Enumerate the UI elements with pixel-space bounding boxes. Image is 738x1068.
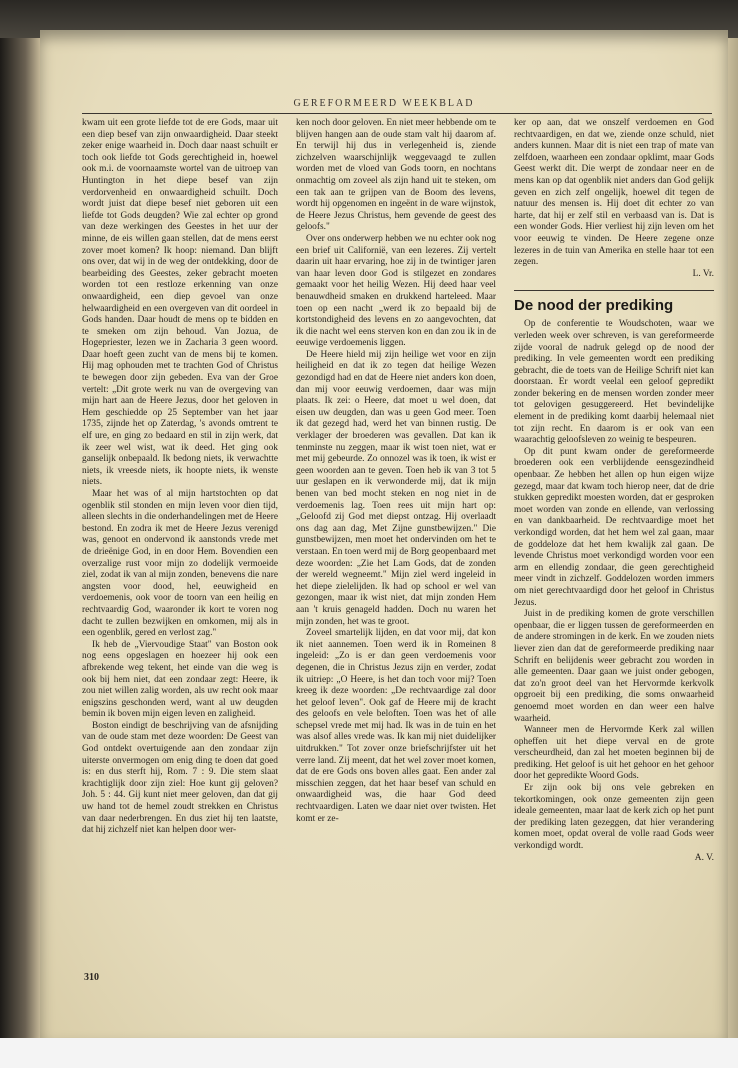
paragraph: Er zijn ook bij ons vele gebreken en tekortkomingen, ook onze gemeenten zijn geen ideale gemeenten, maar laat de kerk zich op het punt der prediking laten gezeggen, dat hier verandering komen moet, opdat overal de volle raad Gods weer verkondigd wordt. <box>514 783 714 852</box>
page-header: GEREFORMEERD WEEKBLAD <box>293 98 475 109</box>
column-3 <box>514 118 714 864</box>
paragraph: Over ons onderwerp hebben we nu echter ook nog een brief uit Californië, van een lezeres. Zij vertelt daarin uit haar ervaring, hoe zij in de twintiger jaren van haar leven door God is stilgezet en zondares gemaakt voor het heilig Wezen. Hij deed haar veel benauwdheid smaken en drukkend harteleed. Maar toen op een nacht „werd ik zo bepaald bij de kortstondigheid des levens en zo aangevochten, dat ik die nacht wel eens sterven kon en dan zou ik in de eeuwige verdoemenis liggen. <box>296 233 496 349</box>
paragraph: ken noch door geloven. En niet meer hebbende om te blijven hangen aan de oude stam valt hij daarom af. En terwijl hij dus in verlegenheid is, ziende zichzelven waarschijnlijk weggevaagd te zullen worden met de vloed van Gods toorn, en nochtans onmachtig om zoveel als zijn hand uit te steken, om een tak aan te grijpen van de Boom des levens, wordt hij opgenomen en ingeënt in de ware wijnstok, de Heere Jezus Christus, hem gevende de geest des geloofs." <box>296 118 496 233</box>
paragraph: Op de conferentie te Woudschoten, waar we verleden week over schreven, is van gereformeerde zijde vooral de nadruk gelegd op de nood der prediking. In vele gemeenten wordt een prediking gebracht, die de toets van de Heilige Schrift niet kan doorstaan. Er wordt veelal een geloof gepredikt zonder bekering en de mensen worden zonder meer tot gelovigen gesuggereerd. Het bevindelijke element in de prediking komt daarbij helemaal niet tot zijn recht. En daarom is er ook van een waarachtig geloofsleven zo weinig te bespeuren. <box>514 319 714 446</box>
scanner-bottom-margin <box>0 1038 738 1068</box>
paragraph: Ik heb de „Viervoudige Staat" van Boston ook nog eens opgeslagen en hoezeer hij ook een afbrekende weg tekent, het einde van die weg is ook bij hem niet, dat een zondaar zegt: Heere, ik zou niet willen zalig worden, als uw recht ook maar enigszins geschonden werd, want al uw deugden bemin ik boven mijn eigen leven en zaligheid. <box>82 639 278 720</box>
scanner-left-edge <box>0 38 42 1038</box>
paragraph: De Heere hield mij zijn heilige wet voor en zijn heiligheid en dat ik zo tegen dat heilige Wezen gezondigd had en dat de Heere niet anders kon doen, dan mij voor eeuwig verdoemen, daar was mijn plaats. Ik zei: o Heere, dat moet u wel doen, dat eisen uw deugden, dan was u geen God meer. Toen ik dat gezegd had, werd het van binnen rustig. De verklager der broederen was gevallen. Dat kan ik tenminste nu zeggen, maar ik wist toen niet, wat er met mij gebeurde. Zo onnozel was ik toen, ik wist er geen woorden aan te geven. Toen heb ik van 3 tot 5 uur geslapen en ik verwonderde mij, dat ik mijn benen van bed mocht steken en nog niet in de verdoemenis lag. Toen rees uit mijn hart op: „Geloofd zij God met diepst ontzag. Hij overlaadt ons dag aan dag, Met Zijne gunstbewijzen." Die gunstbewijzen, men moet het ondervinden om het te verstaan. En toen werd mij de Borg geopenbaard met deze woorden: „Zie het Lam Gods, dat de zonden der wereld wegneemt." Mijn ziel werd ingeleid in het diepe zielelijden. Ik had op school er wel van gezongen, maar ik wist niet, dat mijn zonden Hem aan 't kruis genageld hadden. Doch nu waren het mijn zonden, het was te groot. <box>296 349 496 627</box>
paragraph: kwam uit een grote liefde tot de ere Gods, maar uit een diep besef van zijn onwaardigheid. Daar steekt zeker enige waarheid in. Doch daar naast schuilt er toch ook liefde tot Gods gerechtigheid in, hoewel ook m.i. de voornaamste wortel van de uitroep van Huntington in het diepe besef van zijn verdorvenheid en onwaardigheid schuilt. Doch wordt juist dat diepe besef niet geboren uit een liefde tot Gods deugden? Wie zal echter op grond van deze werkingen des Geestes in het uur der minne, de eis willen gaan stellen, dat de mens eerst zover moet komen? Ik hoop: niemand. Dan blijft ons over, dat wij in de weg der ontdekking, door de bearbeiding des Geestes, zeker gebracht moeten worden tot een restloze erkenning van onze onwaardigheid, een diep gevoel van onze helwaardigheid en een overgeven van dit oordeel in Gods handen. Daar houdt de mens op te bidden en te smeken om zijn behoud. Van Jozua, de Hogepriester, lezen we in Zacharia 3 geen woord. Daar hoeft geen zucht van de mens bij te komen. Hij mag ophouden met te trachten God of Christus te bewegen door zijn gebeden. Eva van der Groe vertelt: „Dit grote werk nu van de overgeving van mijn hart aan de Heere Jezus, door het geloven in Hem geschiedde op 25 September van het jaar 1735, zijnde het op Zaterdag, 's avonds omtrent te elf ure, en ging zo bedaard en stil in zijn werk, dat ik zeer wel wist, wat ik deed. Het ging ook ganselijk onbepaald. Ik bedong niets, ik verwachtte niets, ik vreesde niets, ik hoopte niets, ik wenste niets. <box>82 118 278 488</box>
paragraph: Op dit punt kwam onder de gereformeerde broederen ook een verblijdende eensgezindheid openbaar. Ze hebben het allen op hun eigen wijze gezegd, maar dat kwam toch hierop neer, dat de drie stukken gepredikt moesten worden, dat er gesproken moet worden van zonde en ellende, van verlossing en van dankbaarheid. De rechtvaardige moet het verkondigd worden, dat het hem wel zal gaan, maar de goddeloze dat het hem kwalijk zal gaan. De levende Christus moet verkondigd worden voor een arm en ellendig zondaar, die geen gerechtigheid meer vindt in zichzelf. Goddelozen worden immers om niet gerechtvaardigd door het geloof in Christus Jezus. <box>514 446 714 608</box>
newspaper-page <box>40 30 728 1038</box>
paragraph: Boston eindigt de beschrijving van de afsnijding van de oude stam met deze woorden: De Geest van God ontdekt overtuigende aan den zondaar zijn uiterste onvermogen om enig ding te doen dat goed is: en dus sterft hij, Rom. 7 : 9. Die stem slaat krachtiglijk door zijn ziel: Hoe kunt gij geloven? Joh. 5 : 44. Gij kunt niet meer geloven, dan dat gij uw hand tot de hemel zoudt strekken en Christus van daar nederbrengen. En dus ziet hij ten laatste, dat hij zichzelf niet kan helpen door wer- <box>82 720 278 836</box>
header-rule <box>82 113 712 114</box>
paragraph: ker op aan, dat we onszelf verdoemen en God rechtvaardigen, en dat we, ziende onze schuld, niet anders kunnen. Maar dit is niet een trap of mate van zelfdoen, waarheen een zondaar opklimt, maar Gods Geest werkt dit. Die werpt de zondaar neer en de mens kan op dat ogenblik niet anders dan God gelijk geven en zich zelf ongelijk, hoewel dit tegen de natuur des mensen is. Hij doet dit echter zo van harte, dat hij er zelf stil en verbaasd van is. Dat is een wonder Gods. Hier verliest hij zijn leven om het voor eeuwig te vinden. De Heere zegene onze lezeres in de tuin van Amerika en stelle haar tot een zegen. <box>514 118 714 268</box>
column-1 <box>82 118 278 837</box>
page-number: 310 <box>84 972 99 983</box>
article-heading: De nood der prediking <box>514 290 714 315</box>
column-2 <box>296 118 496 825</box>
paragraph: Maar het was of al mijn hartstochten op dat ogenblik stil stonden en mijn leven voor dien tijd, alleen slechts in die onderhandelingen met de Heere bestond. En zodra ik met de Heere Jezus verenigd was, genoot en ondervond ik aanstonds vrede met de drieënige God, in en door Hem. Bovendien een overzalige rust voor mijn zo dodelijk vermoeide ziel, zodat ik van al mijn zonden, benevens die nare angsten voor dood, hel, eeuwigheid en verdoemenis, ook voor de toorn van een heilig en rechtvaardig God, waaronder ik kort te voren nog dacht te zullen bezwijken en omkomen, mij als in een ogenblik, gered en verlost zag." <box>82 489 278 639</box>
paragraph: Wanneer men de Hervormde Kerk zal willen opheffen uit het diepe verval en de grote verscheurdheid, dan zal het moeten beginnen bij de prediking. Het geloof is uit het gehoor en het gehoor door het gepredikte Woord Gods. <box>514 725 714 782</box>
article-signature: L. Vr. <box>692 268 714 279</box>
paragraph: Juist in de prediking komen de grote verschillen openbaar, die er liggen tussen de gereformeerden en de andere stromingen in de kerk. En we zouden niets liever zien dan dat de gereformeerde prediking naar Schrift en belijdenis weer gebracht zou worden in alle gemeenten. Daar gaan we juist onder gebogen, dat zo'n groot deel van het Hervormde kerkvolk opgroeit bij een prediking, die soms onwaarheid genoemd moet worden en dan weer een halve waarheid. <box>514 609 714 724</box>
article-signature: A. V. <box>694 852 714 863</box>
paragraph: Zoveel smartelijk lijden, en dat voor mij, dat kon ik niet aannemen. Toen werd ik in Romeinen 8 ingeleid: „Zo is er dan geen verdoemenis voor degenen, die in Christus Jezus zijn en verder, zodat ik uitriep: „O Heere, is het dan toch voor mij? Toen kreeg ik deze woorden: „De rechtvaardige zal door het geloof leven". Ook gaf de Heere mij de kracht des geloofs en vele beloften. Toen was het of alle schepsel vrede met mij had. Ik was in de tuin en het was alsof alles vrede was. Ik kan mij niet duidelijker uitdrukken." Tot zover onze briefschrijfster uit het verre land. Zij meent, dat het wel zover moet komen, dat de ere Gods ons boven alles gaat. Een ander zal misschien zeggen, dat het haar besef van schuld en onwaardigheid was, die haar God deed rechtvaardigen. Laten we daar niet over twisten. Het komt er ze- <box>296 628 496 824</box>
